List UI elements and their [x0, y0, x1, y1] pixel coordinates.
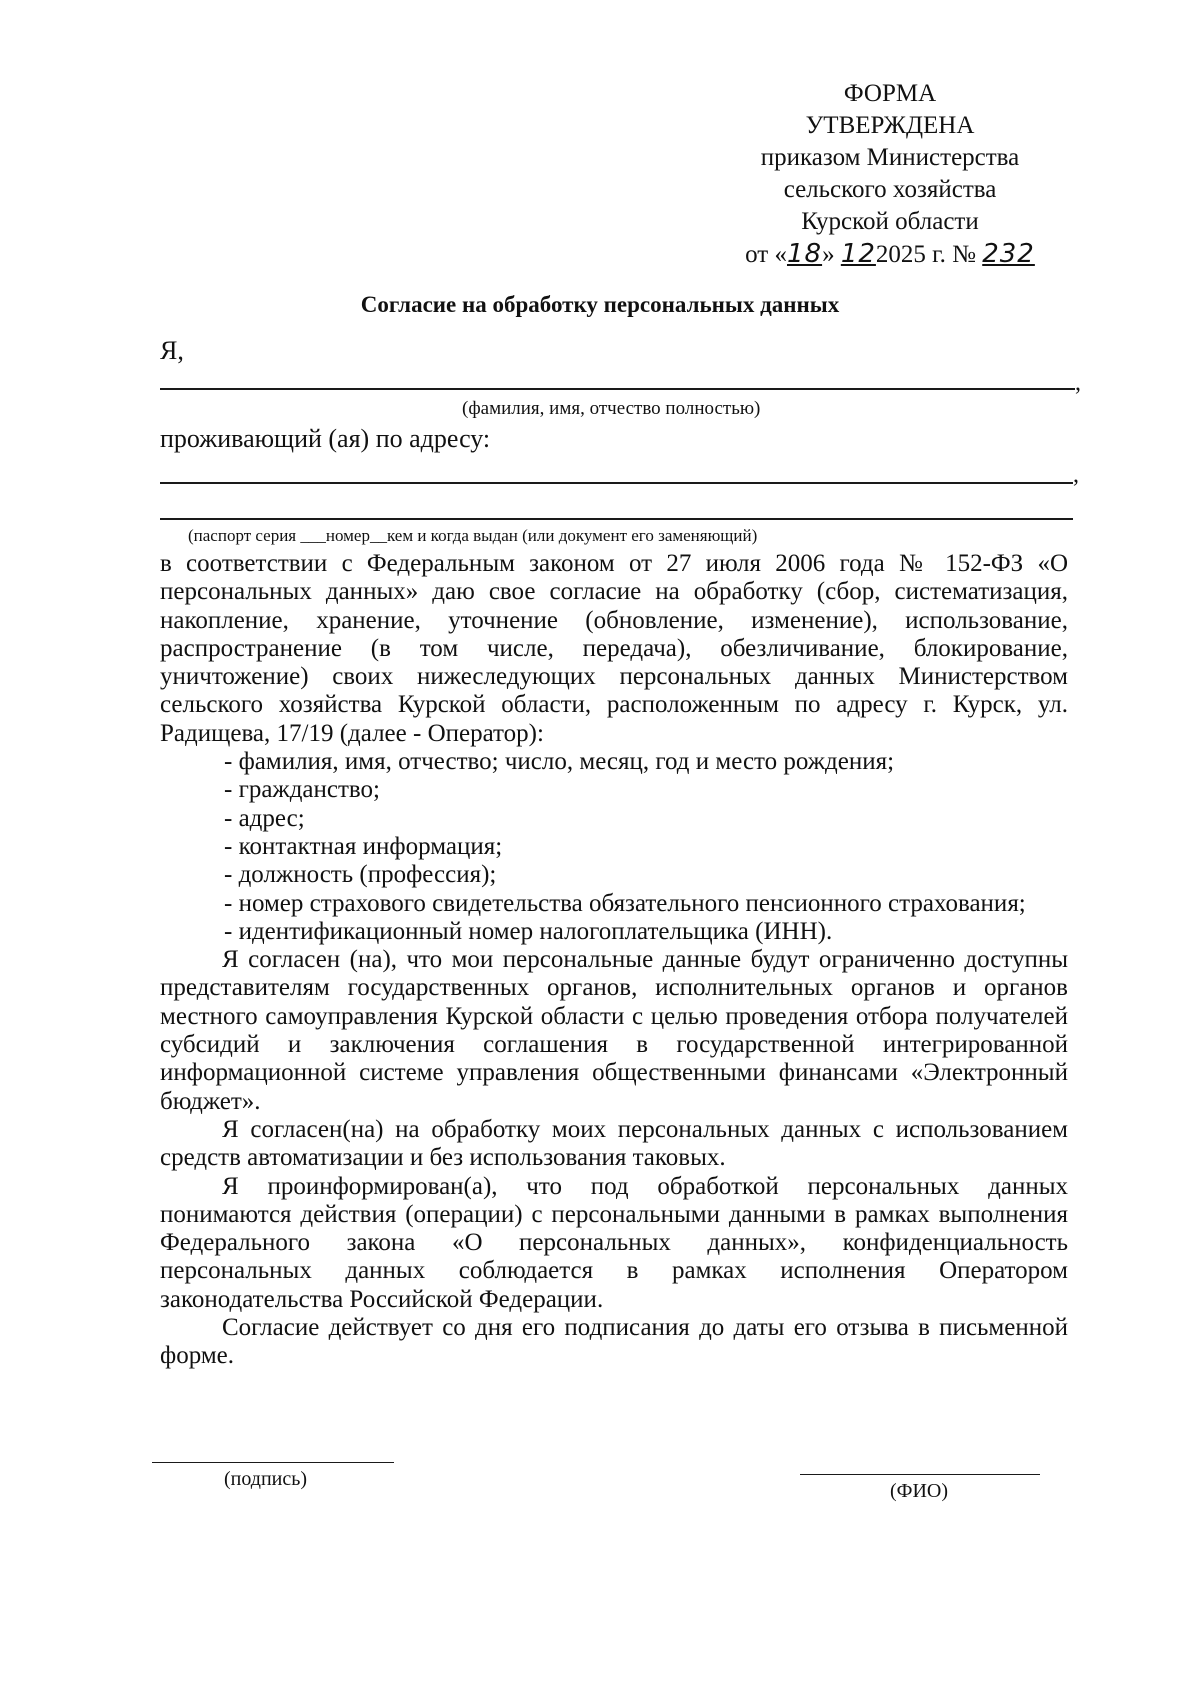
- automation-paragraph: Я согласен(на) на обработку моих персональных данных с использованием средств автоматизации и без использования таковых.: [160, 1115, 1068, 1172]
- address-label: проживающий (ая) по адресу:: [160, 424, 491, 453]
- intro-paragraph: в соответствии с Федеральным законом от 27 июля 2006 года № 152-ФЗ «О персональных данных» даю свое согласие на обработку (сбор, систематизация, накопление, хранение, уточнение (обновление, изменение), использование, распространение (в том числе, передача), обезличивание, блокирование, уничтожение) своих нижеследующих персональных данных Министерством сельского хозяйства Курской области, расположенным по адресу г. Курск, ул. Радищева, 17/19 (далее - Оператор):: [160, 550, 1068, 747]
- address-comma: ,: [1073, 462, 1079, 488]
- personal-data-list: [160, 748, 1068, 946]
- list-item: - фамилия, имя, отчество; число, месяц, год и место рождения;: [224, 748, 895, 776]
- date-prefix: от «: [745, 241, 787, 268]
- address-field-line-2[interactable]: [160, 518, 1073, 520]
- list-item: - номер страхового свидетельства обязательного пенсионного страхования;: [224, 889, 1026, 917]
- approved-label: УТВЕРЖДЕНА: [805, 112, 975, 139]
- handwritten-day: 18: [786, 239, 823, 269]
- handwritten-order-number: 232: [982, 239, 1035, 269]
- signature-caption: (подпись): [224, 1468, 308, 1490]
- signature-field-line[interactable]: [152, 1462, 394, 1463]
- list-item: - гражданство;: [224, 776, 380, 804]
- ministry-line: сельского хозяйства: [783, 176, 997, 203]
- validity-paragraph: Согласие действует со дня его подписания до даты его отзыва в письменной форме.: [160, 1314, 1068, 1370]
- list-item: - должность (профессия);: [224, 861, 497, 889]
- region-line: Курской области: [801, 208, 979, 235]
- address-field-line-1[interactable]: [160, 482, 1073, 484]
- year-text: 2025 г. №: [875, 241, 976, 268]
- order-line: приказом Министерства: [760, 144, 1020, 171]
- name-comma: ,: [1075, 370, 1081, 396]
- passport-caption: (паспорт серия ___номер__кем и когда выдан (или документ его заменяющий): [188, 526, 758, 545]
- list-item: - идентификационный номер налогоплательщика (ИНН).: [224, 917, 833, 945]
- list-item: - адрес;: [224, 804, 305, 832]
- form-label: ФОРМА: [843, 80, 937, 107]
- fio-field-line[interactable]: [800, 1474, 1040, 1475]
- handwritten-month: 12: [840, 239, 876, 269]
- document-title: Согласие на обработку персональных данных: [360, 292, 840, 317]
- name-field-caption: (фамилия, имя, отчество полностью): [462, 398, 761, 419]
- informed-paragraph: Я проинформирован(а), что под обработкой персональных данных понимаются действия (операции) с персональными данными в рамках выполнения Федерального закона «О персональных данных», конфиденциальность персональных данных соблюдается в рамках исполнения Оператором законодательства Российской Федерации.: [160, 1172, 1068, 1313]
- list-item: - контактная информация;: [224, 832, 503, 860]
- fio-caption: (ФИО): [890, 1480, 949, 1502]
- approval-block: [720, 78, 1060, 271]
- ya-label: Я,: [160, 336, 184, 365]
- date-mid: »: [822, 241, 835, 268]
- consent-body: [160, 550, 1068, 1371]
- name-field-line[interactable]: [160, 388, 1075, 390]
- access-paragraph: Я согласен (на), что мои персональные данные будут ограниченно доступны представителям государственных органов, исполнительных органов и органов местного самоуправления Курской области с целью проведения отбора получателей субсидий и заключения соглашения в государственной интегрированной информационной системе управления общественными финансами «Электронный бюджет».: [160, 946, 1068, 1115]
- order-date-line: [720, 238, 1060, 271]
